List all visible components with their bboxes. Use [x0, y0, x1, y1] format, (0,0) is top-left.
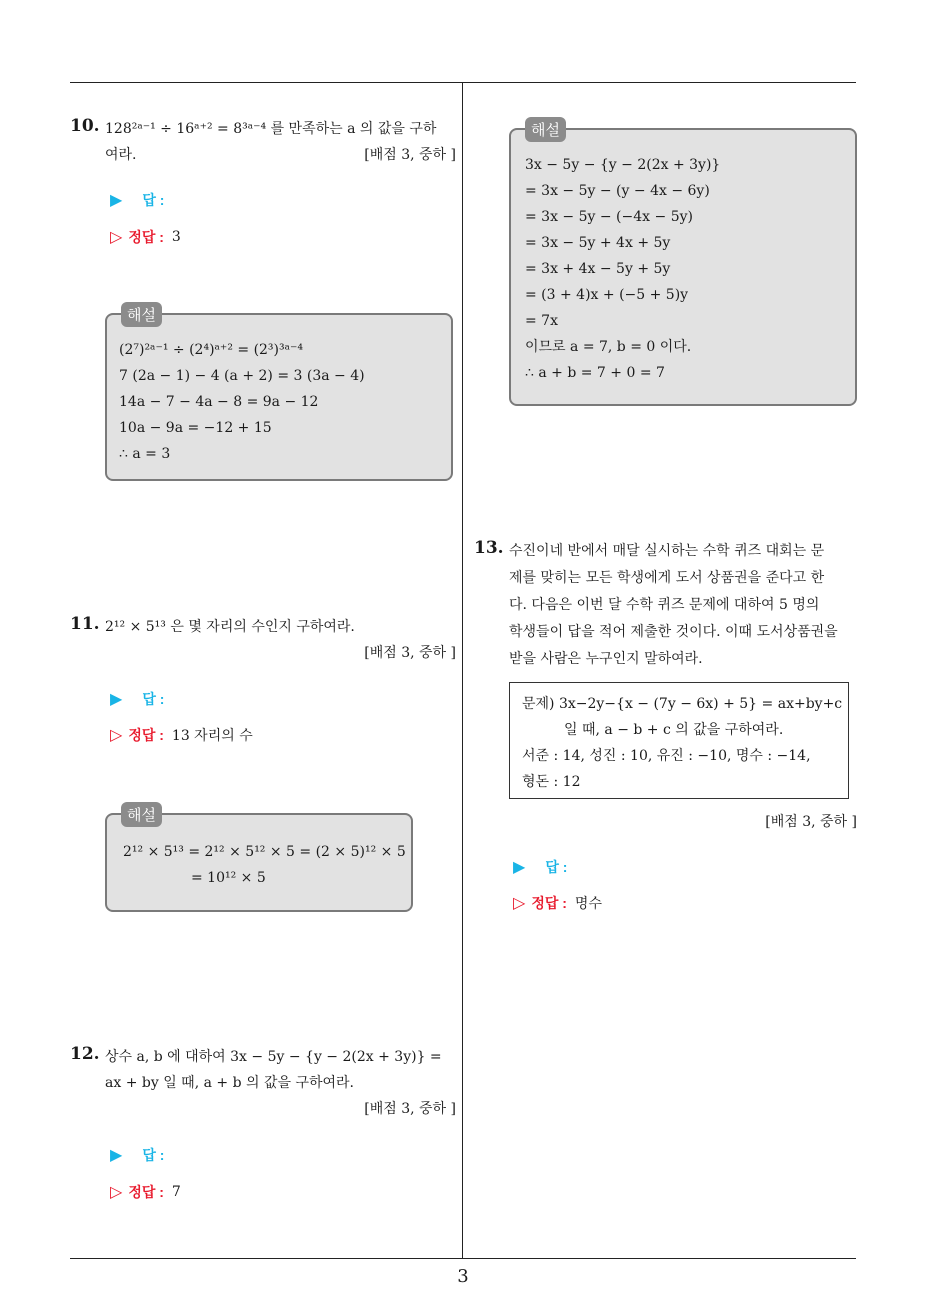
question-line: 수진이네 반에서 매달 실시하는 수학 퀴즈 대회는 문	[509, 543, 825, 559]
solution-label: 정답 :	[128, 727, 164, 743]
explanation-line: ∴ a + b = 7 + 0 = 7	[525, 365, 665, 381]
play-icon: ▶	[110, 691, 123, 708]
points-label: [배점 3, 중하 ]	[364, 645, 456, 661]
solution-value: 7	[171, 1184, 181, 1200]
box-line: 형돈 : 12	[522, 774, 581, 790]
question-number: 10.	[70, 116, 100, 136]
solution-row	[110, 725, 253, 745]
answer-row[interactable]	[110, 689, 164, 709]
question-line: 받을 사람은 누구인지 말하여라.	[509, 651, 703, 667]
question-number: 12.	[70, 1044, 100, 1064]
explanation-line: 2¹² × 5¹³ = 2¹² × 5¹² × 5 = (2 × 5)¹² × 5	[123, 844, 406, 860]
box-line: 문제) 3x−2y−{x − (7y − 6x) + 5} = ax+by+c	[522, 696, 843, 712]
answer-label: 답 :	[142, 192, 165, 208]
explanation-line: = 3x − 5y − (y − 4x − 6y)	[525, 183, 710, 199]
solution-label: 정답 :	[128, 229, 164, 245]
column-divider	[462, 83, 463, 1258]
points-label: [배점 3, 중하 ]	[364, 147, 456, 163]
triangle-outline-icon: ▷	[110, 727, 123, 744]
solution-label: 정답 :	[128, 1184, 164, 1200]
explanation-line: = 3x + 4x − 5y + 5y	[525, 261, 671, 277]
triangle-outline-icon: ▷	[513, 895, 526, 912]
question-text	[105, 1044, 456, 1122]
explanation-tag: 해설	[525, 117, 566, 142]
question-line: ax + by 일 때, a + b 의 값을 구하여라.	[105, 1075, 355, 1091]
answer-label: 답 :	[545, 859, 568, 875]
problem-box	[509, 682, 849, 799]
points-label: [배점 3, 중하 ]	[364, 1101, 456, 1117]
question-text	[105, 614, 456, 666]
question-13	[474, 538, 858, 673]
explanation-line: 이므로 a = 7, b = 0 이다.	[525, 339, 692, 355]
explanation-line: 14a − 7 − 4a − 8 = 9a − 12	[119, 394, 319, 410]
question-10	[70, 116, 456, 168]
explanation-tag: 해설	[121, 802, 162, 827]
question-line: 다. 다음은 이번 달 수학 퀴즈 문제에 대하여 5 명의	[509, 597, 820, 613]
question-12	[70, 1044, 456, 1122]
solution-value: 3	[171, 229, 181, 245]
triangle-outline-icon: ▷	[110, 229, 123, 246]
question-number: 11.	[70, 614, 100, 634]
solution-row	[110, 227, 181, 247]
solution-value: 13 자리의 수	[171, 728, 253, 744]
solution-row	[110, 1182, 181, 1202]
page-number: 3	[457, 1266, 469, 1287]
explanation-line: = 7x	[525, 313, 558, 329]
explanation-box	[105, 807, 413, 912]
question-line: 128²ᵃ⁻¹ ÷ 16ᵃ⁺² = 8³ᵃ⁻⁴ 를 만족하는 a 의 값을 구하	[105, 121, 437, 137]
explanation-line: 10a − 9a = −12 + 15	[119, 420, 272, 436]
question-line: 상수 a, b 에 대하여 3x − 5y − {y − 2(2x + 3y)} =	[105, 1049, 442, 1065]
explanation-tag: 해설	[121, 302, 162, 327]
box-line: 일 때, a − b + c 의 값을 구하여라.	[564, 722, 784, 738]
solution-value: 명수	[574, 896, 602, 912]
play-icon: ▶	[110, 192, 123, 209]
question-line: 제를 맞히는 모든 학생에게 도서 상품권을 준다고 한	[509, 570, 825, 586]
explanation-line: 3x − 5y − {y − 2(2x + 3y)}	[525, 157, 721, 173]
answer-label: 답 :	[142, 691, 165, 707]
explanation-line: = 10¹² × 5	[191, 870, 266, 886]
solution-row	[513, 893, 602, 913]
explanation-line: = 3x − 5y + 4x + 5y	[525, 235, 671, 251]
explanation-box	[509, 122, 857, 406]
question-number: 13.	[474, 538, 504, 558]
answer-row[interactable]	[110, 190, 164, 210]
question-line: 2¹² × 5¹³ 은 몇 자리의 수인지 구하여라.	[105, 619, 355, 635]
answer-row[interactable]	[513, 857, 567, 877]
question-line: 학생들이 답을 적어 제출한 것이다. 이때 도서상품권을	[509, 624, 838, 640]
answer-label: 답 :	[142, 1147, 165, 1163]
explanation-line: = (3 + 4)x + (−5 + 5)y	[525, 287, 689, 303]
answer-row[interactable]	[110, 1145, 164, 1165]
solution-label: 정답 :	[531, 895, 567, 911]
question-text	[105, 116, 456, 168]
bottom-rule	[70, 1258, 856, 1259]
explanation-line: 7 (2a − 1) − 4 (a + 2) = 3 (3a − 4)	[119, 368, 365, 384]
question-line: 여라.	[105, 147, 137, 163]
explanation-box	[105, 307, 453, 481]
explanation-line: = 3x − 5y − (−4x − 5y)	[525, 209, 693, 225]
question-text	[509, 538, 858, 673]
explanation-line: ∴ a = 3	[119, 446, 171, 462]
play-icon: ▶	[513, 859, 526, 876]
triangle-outline-icon: ▷	[110, 1184, 123, 1201]
top-rule	[70, 82, 856, 83]
question-11	[70, 614, 456, 666]
explanation-line: (2⁷)²ᵃ⁻¹ ÷ (2⁴)ᵃ⁺² = (2³)³ᵃ⁻⁴	[119, 342, 304, 358]
points-label: [배점 3, 중하 ]	[765, 814, 857, 830]
play-icon: ▶	[110, 1147, 123, 1164]
box-line: 서준 : 14, 성진 : 10, 유진 : −10, 명수 : −14,	[522, 748, 811, 764]
